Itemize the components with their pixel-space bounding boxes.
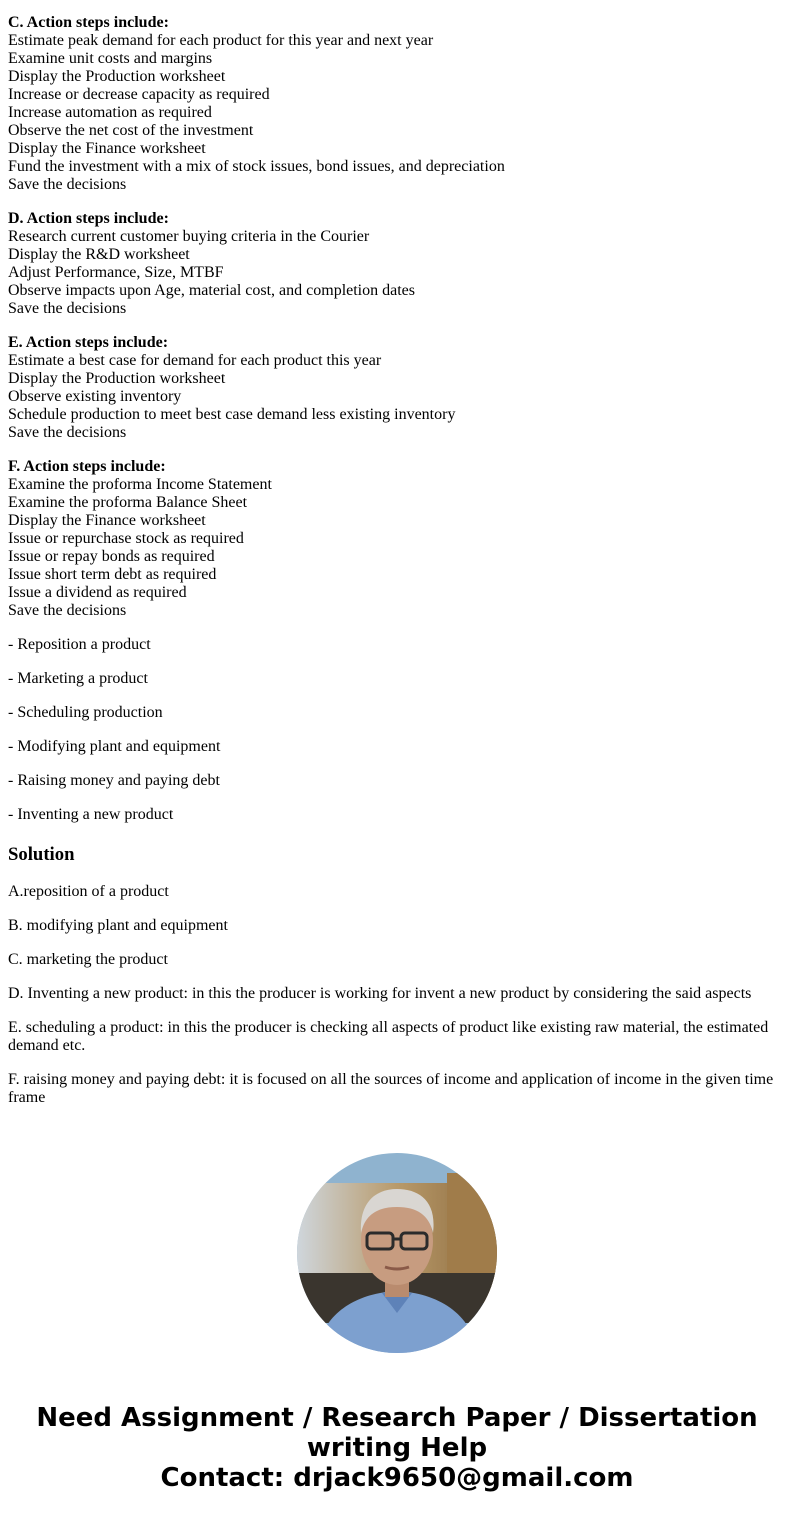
- step-item: Observe existing inventory: [8, 388, 182, 405]
- step-item: Examine the proforma Balance Sheet: [8, 494, 248, 511]
- step-item: Estimate a best case for demand for each product this year: [8, 352, 382, 369]
- step-item: Issue a dividend as required: [8, 584, 187, 601]
- step-item: Increase or decrease capacity as required: [8, 86, 270, 103]
- section-heading: F. Action steps include:: [8, 458, 166, 475]
- solution-heading: Solution: [8, 844, 75, 865]
- step-item: Observe impacts upon Age, material cost, and completion dates: [8, 282, 415, 299]
- answer-item: A.reposition of a product: [8, 883, 169, 900]
- step-item: Issue or repurchase stock as required: [8, 530, 244, 547]
- section-heading: D. Action steps include:: [8, 210, 169, 227]
- step-item: Fund the investment with a mix of stock issues, bond issues, and depreciation: [8, 158, 505, 175]
- answer-item: E. scheduling a product: in this the producer is checking all aspects of product like existing raw material, the estimated demand etc.: [8, 1019, 769, 1054]
- promo-banner: [0, 1403, 794, 1493]
- option-item: - Reposition a product: [8, 636, 151, 653]
- promo-headline: Need Assignment / Research Paper / Dissertation writing Help: [36, 1403, 758, 1463]
- step-item: Adjust Performance, Size, MTBF: [8, 264, 224, 281]
- section-heading: C. Action steps include:: [8, 14, 169, 31]
- step-item: Issue or repay bonds as required: [8, 548, 215, 565]
- option-item: - Marketing a product: [8, 670, 148, 687]
- promo-contact: Contact: drjack9650@gmail.com: [160, 1463, 634, 1493]
- option-item: - Raising money and paying debt: [8, 772, 220, 789]
- document-body: [8, 14, 786, 1123]
- action-steps-f: [8, 458, 786, 620]
- options-list: [8, 636, 786, 824]
- solution-answers: [8, 883, 786, 1107]
- answer-item: B. modifying plant and equipment: [8, 917, 228, 934]
- step-item: Display the Production worksheet: [8, 370, 226, 387]
- author-photo: [297, 1153, 497, 1353]
- step-item: Save the decisions: [8, 602, 127, 619]
- step-item: Research current customer buying criteria in the Courier: [8, 228, 370, 245]
- action-steps-d: [8, 210, 786, 318]
- option-item: - Modifying plant and equipment: [8, 738, 221, 755]
- step-item: Issue short term debt as required: [8, 566, 217, 583]
- step-item: Estimate peak demand for each product for this year and next year: [8, 32, 434, 49]
- step-item: Examine the proforma Income Statement: [8, 476, 272, 493]
- step-item: Examine unit costs and margins: [8, 50, 213, 67]
- step-item: Schedule production to meet best case demand less existing inventory: [8, 406, 456, 423]
- step-item: Display the Finance worksheet: [8, 140, 206, 157]
- answer-item: D. Inventing a new product: in this the producer is working for invent a new product by considering the said aspects: [8, 985, 752, 1002]
- step-item: Save the decisions: [8, 300, 127, 317]
- answer-item: C. marketing the product: [8, 951, 168, 968]
- step-item: Increase automation as required: [8, 104, 212, 121]
- option-item: - Scheduling production: [8, 704, 163, 721]
- option-item: - Inventing a new product: [8, 806, 174, 823]
- step-item: Display the Finance worksheet: [8, 512, 206, 529]
- step-item: Display the Production worksheet: [8, 68, 226, 85]
- action-steps-e: [8, 334, 786, 442]
- answer-item: F. raising money and paying debt: it is focused on all the sources of income and application of income in the given time frame: [8, 1071, 774, 1106]
- step-item: Save the decisions: [8, 424, 127, 441]
- step-item: Save the decisions: [8, 176, 127, 193]
- step-item: Display the R&D worksheet: [8, 246, 190, 263]
- step-item: Observe the net cost of the investment: [8, 122, 254, 139]
- action-steps-c: [8, 14, 786, 194]
- person-portrait-icon: [297, 1153, 497, 1353]
- section-heading: E. Action steps include:: [8, 334, 169, 351]
